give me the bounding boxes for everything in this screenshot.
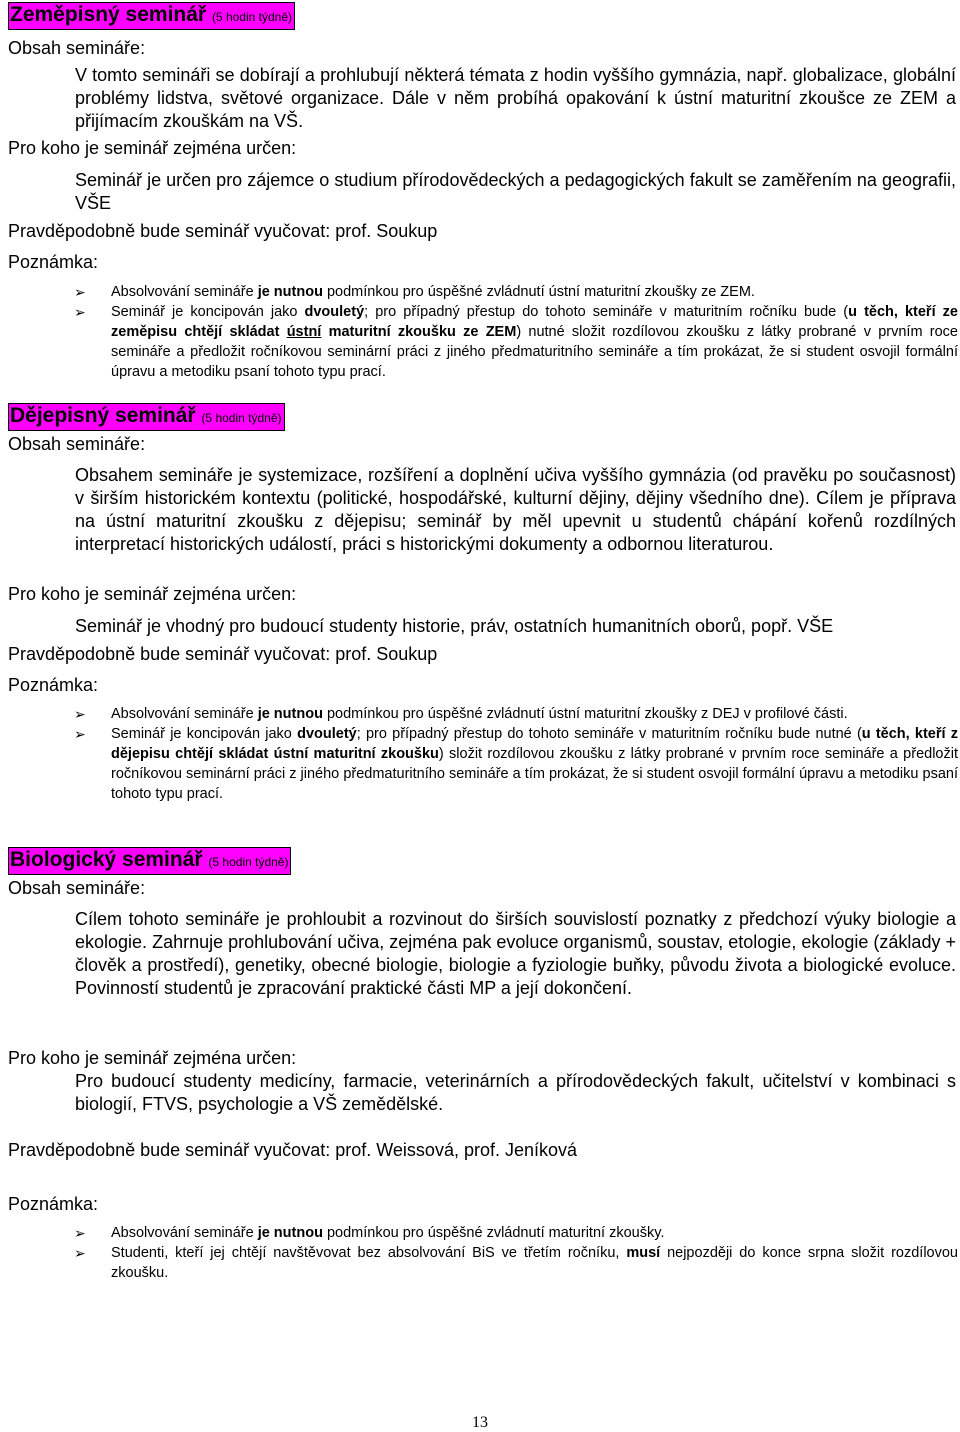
teacher-name: prof. Soukup: [335, 221, 438, 241]
page-number: 13: [472, 1414, 488, 1431]
section-title: Biologický seminář (5 hodin týdně): [8, 847, 291, 875]
note-item: ➢ Studenti, kteří jej chtějí navštěvovat bez absolvování BiS ve třetím ročníku, musí nejpozději do konce srpna složit rozdílovou zkoušku.: [74, 1245, 958, 1281]
teacher-name: prof. Soukup: [335, 644, 438, 664]
note-label: Poznámka:: [8, 252, 99, 272]
for-whom-text: Pro budoucí studenty medicíny, farmacie, veterinárních a přírodovědeckých fakult, učitelství v kombinaci s biologií, FTVS, psychologie a VŠ zemědělské.: [75, 1071, 956, 1114]
content-text: Cílem tohoto semináře je prohloubit a rozvinout do širších souvislostí poznatky z předchozí výuky biologie a ekologie. Zahrnuje prohlubování učiva, zejména pak evoluce organismů, soustav, etologie, ekologie (základy + člověk a prostředí), genetiky, obecné biologie, biologie a fyziologie buňky, původu života a biologické evoluce. Povinností studentů je zpracování praktické části MP a její dokončení.: [75, 909, 956, 998]
note-item: ➢ Absolvování semináře je nutnou podmínkou pro úspěšné zvládnutí maturitní zkoušky.: [74, 1225, 665, 1241]
note-item: ➢ Seminář je koncipován jako dvouletý; pro případný přestup do tohoto semináře v maturitním ročníku bude nutné (u těch, kteří z dějepisu chtějí skládat ústní maturitní zkoušku) složit rozdílovou zkoušku z látky probrané v prvním roce semináře a předložit ročníkovou seminární práci z jiného předmaturitního semináře a tím prokázat, že si student osvojil formální úpravu a metodiku psaní tohoto typu prací.: [74, 726, 958, 802]
for-whom-text: Seminář je určen pro zájemce o studium přírodovědeckých a pedagogických fakult se zaměřením na geografii, VŠE: [75, 170, 956, 213]
note-label: Poznámka:: [8, 675, 99, 695]
section-hours: (5 hodin týdně): [208, 855, 289, 869]
teacher-label: Pravděpodobně bude seminář vyučovat:: [8, 644, 331, 664]
teacher-name: prof. Weissová, prof. Jeníková: [335, 1140, 578, 1160]
arrowhead-bullet-icon: ➢: [74, 304, 86, 320]
content-text: Obsahem semináře je systemizace, rozšíření a doplnění učiva vyššího gymnázia (od pravěku po současnost) v širším historickém kontextu (politické, hospodářské, kulturní dějiny, dějiny všedního dne). Cílem je příprava na ústní maturitní zkoušku z dějepisu; seminář by měl upevnit u studentů chápání kořenů rozdílných interpretací historických událostí, práci s historickými dokumenty a odbornou literaturou.: [75, 465, 956, 554]
section-hours: (5 hodin týdně): [211, 10, 292, 24]
for-whom-label: Pro koho je seminář zejména určen:: [8, 584, 297, 604]
note-item: ➢ Absolvování semináře je nutnou podmínkou pro úspěšné zvládnutí ústní maturitní zkoušky z DEJ v profilové části.: [74, 706, 848, 722]
teacher-line: [8, 1139, 577, 1162]
notes-list: [8, 282, 958, 382]
note-item: ➢ Seminář je koncipován jako dvouletý; pro případný přestup do tohoto semináře v maturitním ročníku bude (u těch, kteří ze zeměpisu chtějí skládat ústní maturitní zkoušku ze ZEM) nutné složit rozdílovou zkoušku z látky probrané v prvním roce semináře a předložit ročníkovou seminární práci z jiného předmaturitního semináře a tím prokázat, že si student osvojil formální úpravu a metodiku psaní tohoto typu prací.: [74, 304, 958, 380]
section-geography: [8, 2, 958, 38]
arrowhead-bullet-icon: ➢: [74, 726, 86, 742]
content-label: Obsah semináře:: [8, 434, 146, 454]
section-title: Zeměpisný seminář (5 hodin týdně): [8, 2, 295, 30]
teacher-line: [8, 220, 437, 243]
for-whom-label: Pro koho je seminář zejména určen:: [8, 1048, 297, 1068]
teacher-label: Pravděpodobně bude seminář vyučovat:: [8, 221, 331, 241]
content-label: Obsah semináře:: [8, 38, 146, 58]
for-whom-text: Seminář je vhodný pro budoucí studenty historie, práv, ostatních humanitních oborů, popř. VŠE: [75, 616, 834, 636]
note-label: Poznámka:: [8, 1194, 99, 1214]
arrowhead-bullet-icon: ➢: [74, 1245, 86, 1261]
for-whom-label: Pro koho je seminář zejména určen:: [8, 138, 297, 158]
content-text: V tomto semináři se dobírají a prohlubují některá témata z hodin vyššího gymnázia, např. globalizace, globální problémy lidstva, světové organizace. Dále v něm probíhá opakování k ústní maturitní zkoušce ze ZEM a přijímacím zkouškám na VŠ.: [75, 65, 956, 131]
content-label: Obsah semináře:: [8, 878, 146, 898]
teacher-label: Pravděpodobně bude seminář vyučovat:: [8, 1140, 331, 1160]
section-hours: (5 hodin týdně): [201, 411, 282, 425]
arrowhead-bullet-icon: ➢: [74, 706, 86, 722]
arrowhead-bullet-icon: ➢: [74, 1225, 86, 1241]
note-item: ➢ Absolvování semináře je nutnou podmínkou pro úspěšné zvládnutí ústní maturitní zkoušky ze ZEM.: [74, 284, 755, 300]
notes-list: [8, 704, 958, 804]
notes-list: [8, 1223, 958, 1283]
arrowhead-bullet-icon: ➢: [74, 284, 86, 300]
section-title: Dějepisný seminář (5 hodin týdně): [8, 403, 285, 431]
teacher-line: [8, 643, 437, 666]
